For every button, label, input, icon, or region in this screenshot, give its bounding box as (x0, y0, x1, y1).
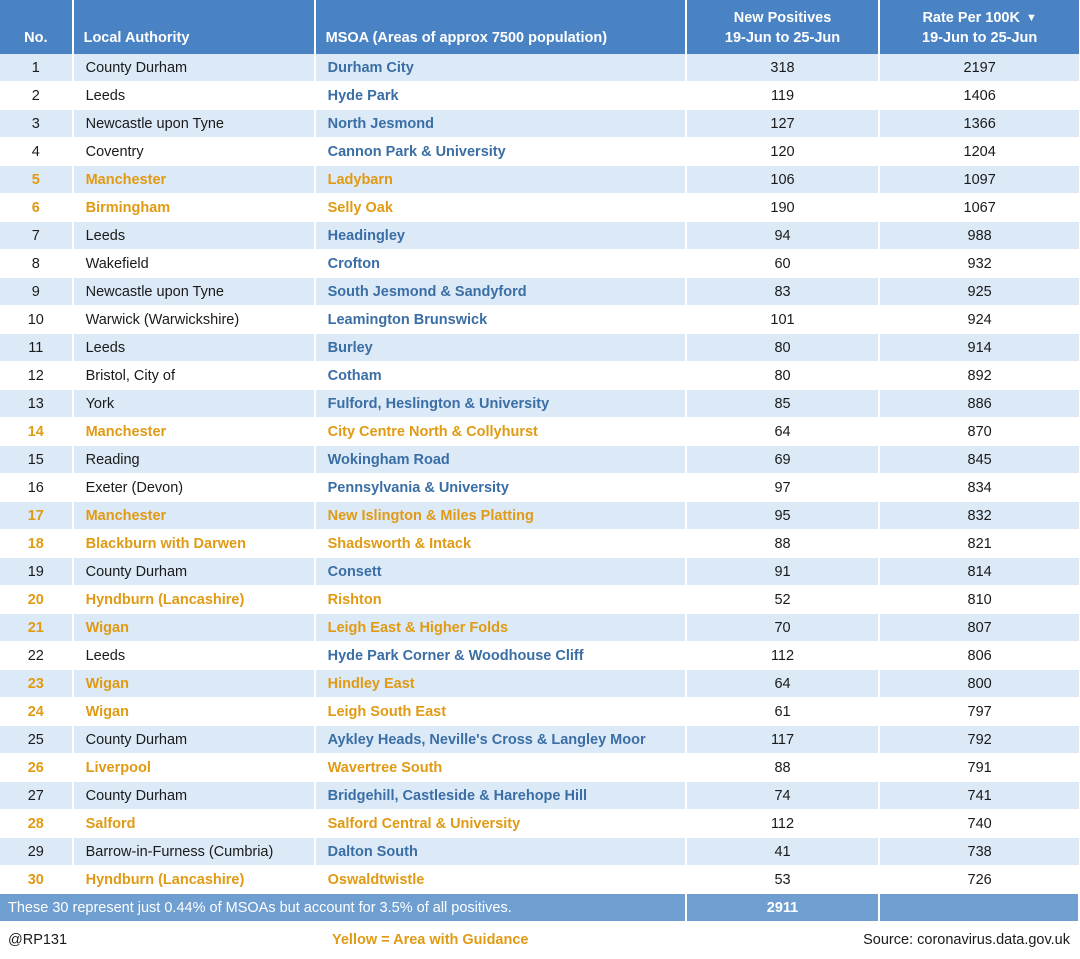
cell-rate-per-100k: 797 (879, 698, 1079, 726)
table-header (0, 0, 1079, 54)
cell-msoa: Leigh South East (315, 698, 686, 726)
cell-rate-per-100k: 821 (879, 530, 1079, 558)
cell-new-positives: 83 (686, 278, 880, 306)
cell-no: 1 (0, 54, 73, 82)
cell-rate-per-100k: 1406 (879, 82, 1079, 110)
sort-descending-icon[interactable]: ▼ (1025, 12, 1037, 24)
cell-no: 18 (0, 530, 73, 558)
footer-source: Source: coronavirus.data.gov.uk (863, 932, 1070, 948)
cell-local-authority: Coventry (73, 138, 315, 166)
cell-msoa: Headingley (315, 222, 686, 250)
cell-rate-per-100k: 988 (879, 222, 1079, 250)
cell-rate-per-100k: 741 (879, 782, 1079, 810)
cell-new-positives: 69 (686, 446, 880, 474)
column-header-no-label: No. (24, 30, 48, 46)
cell-rate-per-100k: 1204 (879, 138, 1079, 166)
cell-new-positives: 95 (686, 502, 880, 530)
table-row (0, 166, 1079, 194)
table-body (0, 54, 1079, 894)
cell-rate-per-100k: 845 (879, 446, 1079, 474)
cell-rate-per-100k: 807 (879, 614, 1079, 642)
column-header-msoa-label: MSOA (Areas of approx 7500 population) (325, 30, 608, 46)
table-summary (0, 894, 1079, 922)
cell-msoa: Fulford, Heslington & University (315, 390, 686, 418)
cell-msoa: Cotham (315, 362, 686, 390)
cell-new-positives: 52 (686, 586, 880, 614)
cell-msoa: Shadsworth & Intack (315, 530, 686, 558)
cell-new-positives: 127 (686, 110, 880, 138)
table-row (0, 838, 1079, 866)
cell-rate-per-100k: 806 (879, 642, 1079, 670)
cell-local-authority: County Durham (73, 558, 315, 586)
cell-msoa: City Centre North & Collyhurst (315, 418, 686, 446)
cell-rate-per-100k: 2197 (879, 54, 1079, 82)
cell-local-authority: Manchester (73, 418, 315, 446)
column-header-new-positives[interactable] (686, 0, 880, 54)
column-header-rate-label: Rate Per 100K (922, 9, 1020, 26)
table-row (0, 82, 1079, 110)
cell-no: 12 (0, 362, 73, 390)
cell-msoa: North Jesmond (315, 110, 686, 138)
cell-msoa: Leamington Brunswick (315, 306, 686, 334)
cell-local-authority: Wigan (73, 698, 315, 726)
cell-rate-per-100k: 886 (879, 390, 1079, 418)
cell-no: 26 (0, 754, 73, 782)
cell-local-authority: Hyndburn (Lancashire) (73, 866, 315, 894)
cell-msoa: Wavertree South (315, 754, 686, 782)
cell-local-authority: Blackburn with Darwen (73, 530, 315, 558)
cell-no: 30 (0, 866, 73, 894)
table-row (0, 446, 1079, 474)
cell-rate-per-100k: 932 (879, 250, 1079, 278)
cell-no: 5 (0, 166, 73, 194)
cell-local-authority: County Durham (73, 54, 315, 82)
table-row (0, 362, 1079, 390)
table-row (0, 670, 1079, 698)
cell-local-authority: Reading (73, 446, 315, 474)
cell-rate-per-100k: 1097 (879, 166, 1079, 194)
cell-no: 9 (0, 278, 73, 306)
cell-rate-per-100k: 892 (879, 362, 1079, 390)
cell-no: 25 (0, 726, 73, 754)
table-row (0, 698, 1079, 726)
cell-msoa: Crofton (315, 250, 686, 278)
cell-rate-per-100k: 738 (879, 838, 1079, 866)
table-row (0, 54, 1079, 82)
cell-msoa: Hyde Park Corner & Woodhouse Cliff (315, 642, 686, 670)
table-row (0, 138, 1079, 166)
cell-no: 23 (0, 670, 73, 698)
cell-new-positives: 120 (686, 138, 880, 166)
table-row (0, 194, 1079, 222)
cell-local-authority: Hyndburn (Lancashire) (73, 586, 315, 614)
cell-local-authority: County Durham (73, 726, 315, 754)
cell-rate-per-100k: 1366 (879, 110, 1079, 138)
table-row (0, 502, 1079, 530)
cell-new-positives: 60 (686, 250, 880, 278)
summary-text: These 30 represent just 0.44% of MSOAs but account for 3.5% of all positives. (0, 894, 686, 922)
header-row (0, 0, 1079, 54)
cell-msoa: Durham City (315, 54, 686, 82)
column-header-msoa[interactable] (315, 0, 686, 54)
cell-no: 8 (0, 250, 73, 278)
cell-local-authority: Newcastle upon Tyne (73, 278, 315, 306)
cell-new-positives: 318 (686, 54, 880, 82)
cell-msoa: Bridgehill, Castleside & Harehope Hill (315, 782, 686, 810)
column-header-new-positives-label: New Positives (733, 10, 832, 26)
table-row (0, 754, 1079, 782)
cell-new-positives: 80 (686, 362, 880, 390)
cell-no: 13 (0, 390, 73, 418)
cell-local-authority: Liverpool (73, 754, 315, 782)
cell-no: 24 (0, 698, 73, 726)
cell-local-authority: Bristol, City of (73, 362, 315, 390)
cell-msoa: Cannon Park & University (315, 138, 686, 166)
cell-local-authority: Wigan (73, 614, 315, 642)
cell-new-positives: 119 (686, 82, 880, 110)
cell-local-authority: Leeds (73, 82, 315, 110)
table-row (0, 530, 1079, 558)
cell-new-positives: 190 (686, 194, 880, 222)
cell-msoa: Hindley East (315, 670, 686, 698)
cell-no: 7 (0, 222, 73, 250)
table-row (0, 278, 1079, 306)
cell-no: 15 (0, 446, 73, 474)
table-row (0, 866, 1079, 894)
cell-msoa: Salford Central & University (315, 810, 686, 838)
cell-new-positives: 61 (686, 698, 880, 726)
cell-local-authority: Leeds (73, 642, 315, 670)
column-header-rate-daterange: 19-Jun to 25-Jun (922, 30, 1038, 46)
cell-local-authority: Birmingham (73, 194, 315, 222)
cell-new-positives: 64 (686, 670, 880, 698)
cell-no: 11 (0, 334, 73, 362)
cell-local-authority: Warwick (Warwickshire) (73, 306, 315, 334)
table-row (0, 586, 1079, 614)
table-row (0, 474, 1079, 502)
cell-new-positives: 64 (686, 418, 880, 446)
footer-handle: @RP131 (8, 932, 68, 948)
table-row (0, 614, 1079, 642)
cell-msoa: South Jesmond & Sandyford (315, 278, 686, 306)
cell-new-positives: 70 (686, 614, 880, 642)
cell-msoa: Leigh East & Higher Folds (315, 614, 686, 642)
cell-no: 16 (0, 474, 73, 502)
table-row (0, 642, 1079, 670)
cell-no: 4 (0, 138, 73, 166)
cell-rate-per-100k: 800 (879, 670, 1079, 698)
cell-local-authority: Leeds (73, 222, 315, 250)
cell-new-positives: 94 (686, 222, 880, 250)
summary-total-positives: 2911 (686, 894, 880, 922)
cell-new-positives: 112 (686, 810, 880, 838)
cell-local-authority: Wakefield (73, 250, 315, 278)
cell-local-authority: Wigan (73, 670, 315, 698)
cell-rate-per-100k: 870 (879, 418, 1079, 446)
table-row (0, 334, 1079, 362)
column-header-rate-per-100k[interactable] (879, 0, 1079, 54)
cell-local-authority: Newcastle upon Tyne (73, 110, 315, 138)
cell-no: 6 (0, 194, 73, 222)
summary-rate-blank (879, 894, 1079, 922)
table-row (0, 418, 1079, 446)
cell-msoa: Burley (315, 334, 686, 362)
cell-no: 22 (0, 642, 73, 670)
column-header-local-authority-label: Local Authority (83, 30, 190, 46)
table-row (0, 726, 1079, 754)
cell-msoa: Hyde Park (315, 82, 686, 110)
cell-no: 17 (0, 502, 73, 530)
column-header-new-positives-daterange: 19-Jun to 25-Jun (724, 30, 841, 46)
table-row (0, 222, 1079, 250)
cell-local-authority: County Durham (73, 782, 315, 810)
cell-rate-per-100k: 810 (879, 586, 1079, 614)
cell-rate-per-100k: 832 (879, 502, 1079, 530)
cell-new-positives: 74 (686, 782, 880, 810)
cell-msoa: Oswaldtwistle (315, 866, 686, 894)
cell-new-positives: 88 (686, 530, 880, 558)
cell-no: 14 (0, 418, 73, 446)
cell-msoa: Ladybarn (315, 166, 686, 194)
cell-new-positives: 112 (686, 642, 880, 670)
table-row (0, 306, 1079, 334)
cell-rate-per-100k: 924 (879, 306, 1079, 334)
cell-rate-per-100k: 791 (879, 754, 1079, 782)
cell-msoa: Selly Oak (315, 194, 686, 222)
table-row (0, 558, 1079, 586)
summary-row (0, 894, 1079, 922)
cell-no: 19 (0, 558, 73, 586)
cell-new-positives: 80 (686, 334, 880, 362)
table-row (0, 250, 1079, 278)
cell-new-positives: 97 (686, 474, 880, 502)
cell-new-positives: 53 (686, 866, 880, 894)
cell-msoa: New Islington & Miles Platting (315, 502, 686, 530)
table-row (0, 390, 1079, 418)
cell-no: 21 (0, 614, 73, 642)
cell-new-positives: 91 (686, 558, 880, 586)
cell-no: 29 (0, 838, 73, 866)
cell-msoa: Wokingham Road (315, 446, 686, 474)
cell-local-authority: Barrow-in-Furness (Cumbria) (73, 838, 315, 866)
cell-rate-per-100k: 792 (879, 726, 1079, 754)
table-row (0, 782, 1079, 810)
cell-local-authority: York (73, 390, 315, 418)
cell-no: 28 (0, 810, 73, 838)
cell-new-positives: 101 (686, 306, 880, 334)
cell-msoa: Consett (315, 558, 686, 586)
cell-no: 20 (0, 586, 73, 614)
cell-rate-per-100k: 814 (879, 558, 1079, 586)
cell-new-positives: 117 (686, 726, 880, 754)
column-header-local-authority[interactable] (73, 0, 315, 54)
cell-msoa: Dalton South (315, 838, 686, 866)
cell-no: 2 (0, 82, 73, 110)
cell-rate-per-100k: 914 (879, 334, 1079, 362)
cell-new-positives: 106 (686, 166, 880, 194)
cell-rate-per-100k: 1067 (879, 194, 1079, 222)
cell-msoa: Rishton (315, 586, 686, 614)
cell-msoa: Aykley Heads, Neville's Cross & Langley Moor (315, 726, 686, 754)
cell-rate-per-100k: 925 (879, 278, 1079, 306)
table-row (0, 110, 1079, 138)
cell-no: 3 (0, 110, 73, 138)
cell-rate-per-100k: 726 (879, 866, 1079, 894)
cell-local-authority: Manchester (73, 502, 315, 530)
table-row (0, 810, 1079, 838)
cell-local-authority: Manchester (73, 166, 315, 194)
cell-new-positives: 85 (686, 390, 880, 418)
cell-no: 27 (0, 782, 73, 810)
cell-msoa: Pennsylvania & University (315, 474, 686, 502)
cell-no: 10 (0, 306, 73, 334)
cell-new-positives: 88 (686, 754, 880, 782)
cell-rate-per-100k: 740 (879, 810, 1079, 838)
column-header-no[interactable] (0, 0, 73, 54)
cell-new-positives: 41 (686, 838, 880, 866)
cell-local-authority: Exeter (Devon) (73, 474, 315, 502)
cell-local-authority: Salford (73, 810, 315, 838)
cell-local-authority: Leeds (73, 334, 315, 362)
cell-rate-per-100k: 834 (879, 474, 1079, 502)
footer (0, 921, 1080, 959)
footer-legend: Yellow = Area with Guidance (332, 932, 529, 948)
